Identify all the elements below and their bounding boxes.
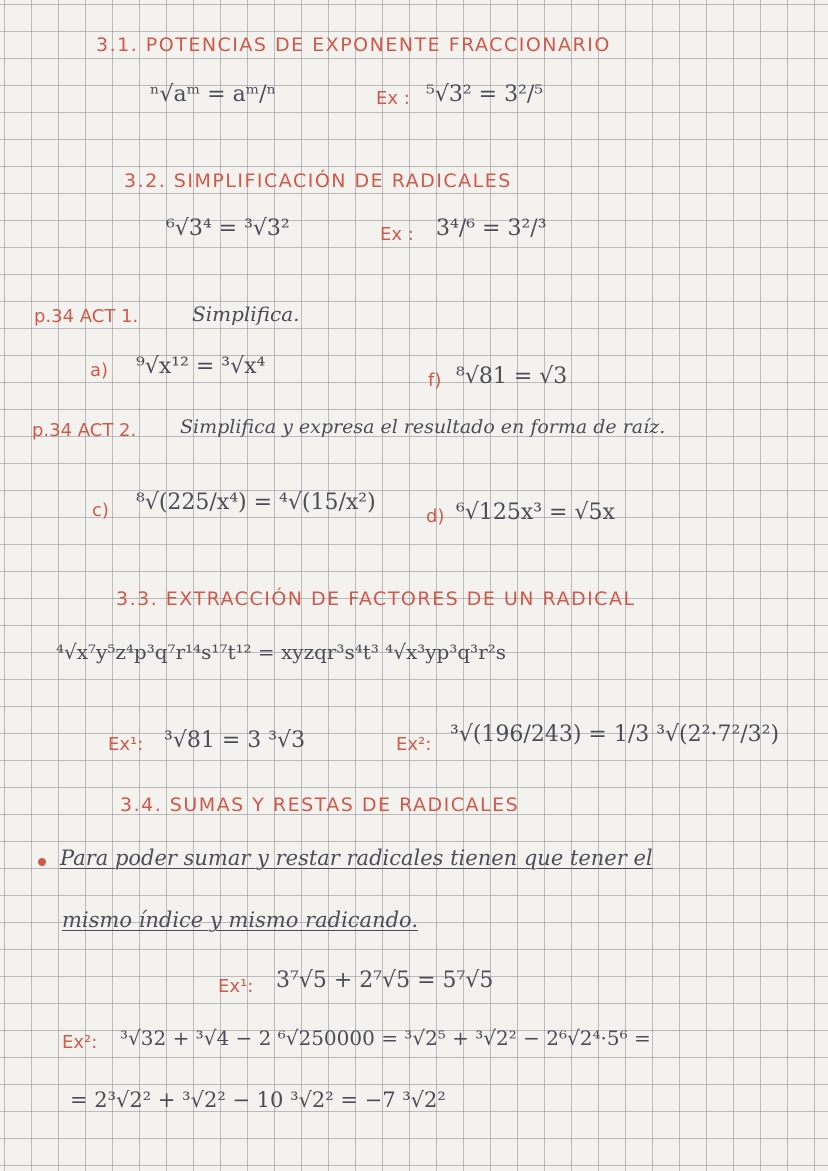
example2-label-3-4: Ex²: <box>62 1032 98 1053</box>
example1-label-3-4: Ex¹: <box>218 976 254 997</box>
act1-a-label: a) <box>90 360 109 381</box>
example-3-1: ⁵√3² = 3²/⁵ <box>426 82 544 107</box>
example-label-3-2: Ex : <box>380 224 414 245</box>
example2-3-3: ³√(196/243) = 1/3 ³√(2²·7²/3²) <box>450 722 780 747</box>
note-line-2: mismo índice y mismo radicando. <box>62 908 418 932</box>
example2-line1-3-4: ³√32 + ³√4 − 2 ⁶√250000 = ³√2⁵ + ³√2² − 2⁶√2⁴·5⁶ = <box>120 1026 651 1050</box>
act1-f-label: f) <box>428 370 442 391</box>
example1-3-4: 3⁷√5 + 2⁷√5 = 5⁷√5 <box>276 968 494 993</box>
act2-d-label: d) <box>426 506 445 527</box>
example2-line2-3-4: = 2³√2² + ³√2² − 10 ³√2² = −7 ³√2² <box>70 1088 446 1112</box>
section-title-3-4: 3.4. SUMAS Y RESTAS DE RADICALES <box>120 794 520 816</box>
example1-3-3: ³√81 = 3 ³√3 <box>164 728 306 753</box>
act2-d-expression: ⁶√125x³ = √5x <box>456 500 615 525</box>
section-title-3-1: 3.1. POTENCIAS DE EXPONENTE FRACCIONARIO <box>96 34 611 56</box>
example1-label-3-3: Ex¹: <box>108 734 144 755</box>
act2-instruction: Simplifica y expresa el resultado en forma de raíz. <box>180 416 666 438</box>
example-label-3-1: Ex : <box>376 88 410 109</box>
example2-label-3-3: Ex²: <box>396 734 432 755</box>
act2-c-label: c) <box>92 500 109 521</box>
bullet-dot <box>38 858 46 866</box>
section-title-3-3: 3.3. EXTRACCIÓN DE FACTORES DE UN RADICAL <box>116 588 636 610</box>
rule-3-1: ⁿ√aᵐ = aᵐ/ⁿ <box>150 82 277 107</box>
rule-3-3: ⁴√x⁷y⁵z⁴p³q⁷r¹⁴s¹⁷t¹² = xyzqr³s⁴t³ ⁴√x³yp³q³r²s <box>56 640 507 664</box>
act1-ref: p.34 ACT 1. <box>34 306 139 327</box>
section-title-3-2: 3.2. SIMPLIFICACIÓN DE RADICALES <box>124 170 512 192</box>
act1-a-expression: ⁹√x¹² = ³√x⁴ <box>136 354 266 379</box>
rule-3-2: ⁶√3⁴ = ³√3² <box>166 216 290 241</box>
act1-instruction: Simplifica. <box>192 302 300 326</box>
act1-f-expression: ⁸√81 = √3 <box>456 364 568 389</box>
note-line-1: Para poder sumar y restar radicales tienen que tener el <box>60 846 653 870</box>
example-3-2: 3⁴/⁶ = 3²/³ <box>436 216 547 241</box>
act2-ref: p.34 ACT 2. <box>32 420 137 441</box>
act2-c-expression: ⁸√(225/x⁴) = ⁴√(15/x²) <box>136 490 376 515</box>
